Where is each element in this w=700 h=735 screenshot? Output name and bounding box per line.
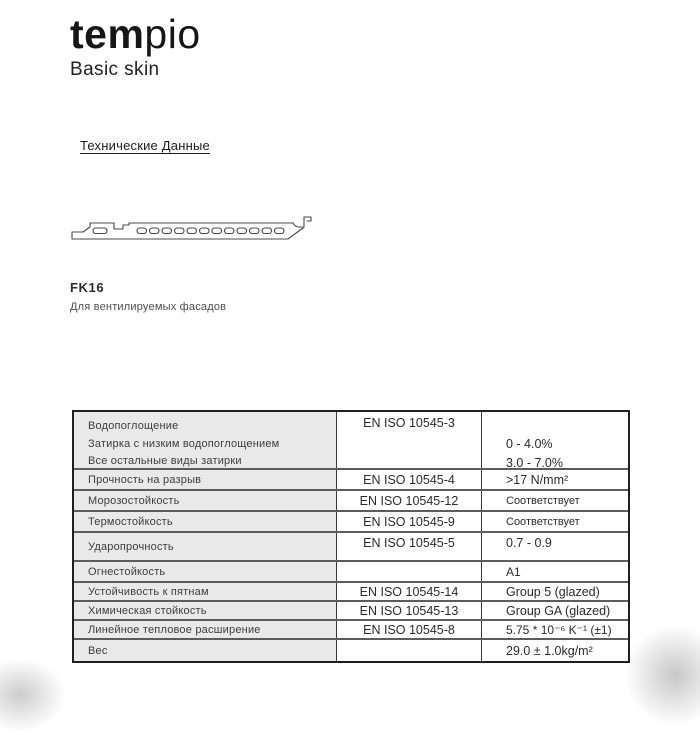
spec-standard-cell: EN ISO 10545-12 xyxy=(337,491,482,510)
spec-row-thermal-expansion xyxy=(74,621,628,640)
brand-logo xyxy=(70,12,201,56)
spec-standard-cell: EN ISO 10545-14 xyxy=(337,583,482,600)
spec-value-cell: Group GA (glazed) xyxy=(506,603,611,618)
product-code: FK16 xyxy=(70,280,105,295)
spec-label-line: Затирка с низким водопоглощением xyxy=(88,437,280,450)
panel-profile-drawing-icon xyxy=(70,213,320,243)
spec-row-fire-resistance xyxy=(74,562,628,583)
spec-value-cell: A1 xyxy=(506,564,521,579)
section-heading: Технические Данные xyxy=(80,138,210,153)
spec-row-tensile-strength xyxy=(74,470,628,491)
spec-row-impact-resistance xyxy=(74,533,628,562)
spec-table xyxy=(72,410,630,663)
spec-standard-cell: EN ISO 10545-5 xyxy=(337,533,482,560)
spec-label-line: Водопоглощение xyxy=(88,420,179,432)
scan-shadow-bottom-right xyxy=(620,620,700,730)
spec-label-cell: Ударопрочность xyxy=(74,533,337,560)
spec-label-cell: Вес xyxy=(74,640,337,661)
spec-row-stain-resistance xyxy=(74,583,628,602)
spec-label-cell xyxy=(74,412,337,468)
spec-value-cell: >17 N/mm² xyxy=(506,472,569,487)
spec-label-line: Все остальные виды затирки xyxy=(88,455,242,467)
product-info xyxy=(70,280,226,313)
spec-value-cell: 29.0 ± 1.0kg/m² xyxy=(506,643,593,658)
spec-label-cell: Устойчивость к пятнам xyxy=(74,583,337,600)
spec-row-frost-resistance xyxy=(74,491,628,512)
spec-value-cell: 5.75 * 10⁻⁶ K⁻¹ (±1) xyxy=(506,622,612,637)
spec-standard-cell xyxy=(337,562,482,581)
spec-label-cell: Огнестойкость xyxy=(74,562,337,581)
spec-value-line: 3.0 - 7.0% xyxy=(506,455,563,470)
spec-standard-cell: EN ISO 10545-8 xyxy=(337,621,482,638)
spec-label-cell: Термостойкость xyxy=(74,512,337,531)
spec-value-cell: 0.7 - 0.9 xyxy=(506,536,552,550)
brand-logo-light: pio xyxy=(144,11,201,57)
brand-logo-bold: tem xyxy=(70,11,145,57)
spec-standard-cell: EN ISO 10545-4 xyxy=(337,470,482,489)
spec-standard-cell: EN ISO 10545-9 xyxy=(337,512,482,531)
spec-standard-cell xyxy=(337,640,482,661)
spec-standard-cell: EN ISO 10545-3 xyxy=(337,412,482,468)
spec-label-cell: Линейное тепловое расширение xyxy=(74,621,337,638)
spec-value-cell: Соответствует xyxy=(506,494,580,507)
spec-row-weight xyxy=(74,640,628,661)
spec-label-cell: Морозостойкость xyxy=(74,491,337,510)
spec-row-thermal-resistance xyxy=(74,512,628,533)
spec-value-cell xyxy=(482,412,628,468)
product-description: Для вентилируемых фасадов xyxy=(70,301,227,313)
brand-subtitle: Basic skin xyxy=(70,59,160,80)
spec-row-water-absorption xyxy=(74,412,628,470)
brand xyxy=(70,12,201,81)
spec-value-cell: Соответствует xyxy=(506,515,580,528)
spec-value-line: 0 - 4.0% xyxy=(506,437,553,451)
spec-value-cell: Group 5 (glazed) xyxy=(506,584,600,599)
spec-standard-cell: EN ISO 10545-13 xyxy=(337,602,482,619)
spec-label-cell: Прочность на разрыв xyxy=(74,470,337,489)
scan-shadow-bottom-left xyxy=(0,655,70,735)
spec-label-cell: Химическая стойкость xyxy=(74,602,337,619)
spec-row-chemical-resistance xyxy=(74,602,628,621)
